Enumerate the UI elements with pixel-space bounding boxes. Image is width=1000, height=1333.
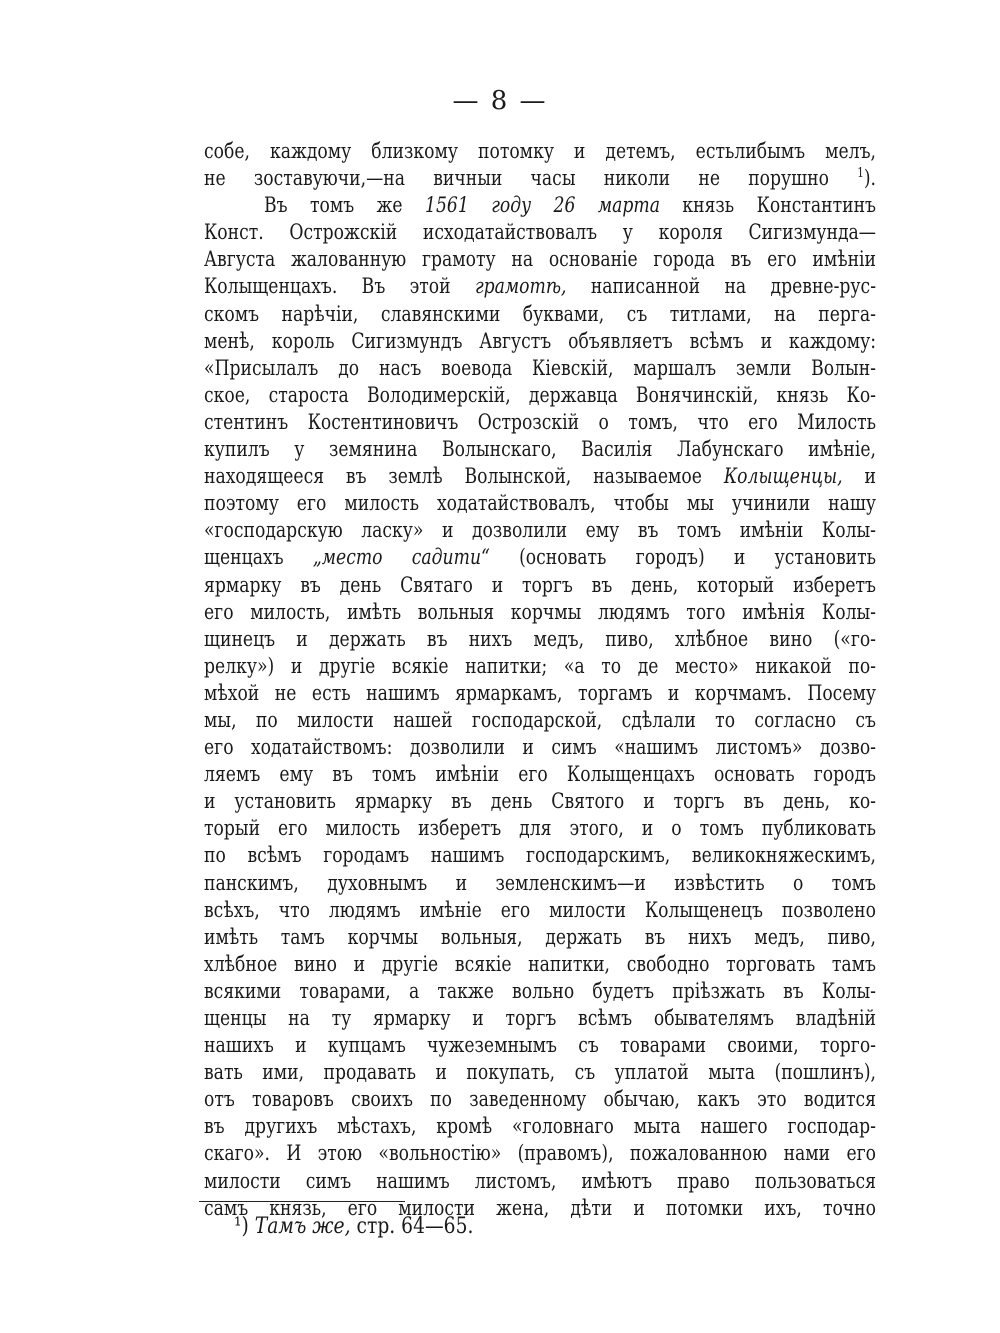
line-text: панскимъ, духовнымъ и земленскимъ—и извѣстить о томъ [204,870,876,896]
line-text: менѣ, король Сигизмундъ Августъ объявляетъ всѣмъ и каждому: [204,328,876,354]
text-line [204,463,876,490]
text-line [204,517,876,544]
line-text: его ходатайствомъ: дозволили и симъ «нашимъ листомъ» дозво- [204,735,876,761]
text-line [204,301,876,328]
text-line [204,192,876,219]
line-text: не зоставуючи,—на вичныи часы николи не порушно [204,166,858,192]
text-line [204,924,876,951]
text-line [204,572,876,599]
line-text: Августа жалованную грамоту на основаніе города въ его имѣніи [204,247,876,273]
line-text: щенцы на ту ярмарку и торгъ всѣмъ обывателямъ владѣній [204,1006,876,1031]
line-text: написанной на древне-рус- [566,274,877,300]
line-text: мы, по милости нашей господарской, сдѣлали то согласно съ [204,707,876,733]
footnote-marker: ¹) [234,1214,249,1239]
text-line [204,246,876,273]
text-line [204,138,876,165]
line-text: всякими товарами, а также вольно будетъ пріѣзжать въ Колы- [204,978,876,1004]
line-text: собе, каждому близкому потомку и детемъ, естьлибымъ мелъ, [204,139,876,164]
text-line [204,382,876,409]
text-line [204,273,876,300]
line-text: нашихъ и купцамъ чужеземнымъ съ товарами своими, торго- [204,1033,876,1059]
line-text: щинецъ и держать въ нихъ медъ, пиво, хлѣбное вино («го- [204,626,876,652]
line-text: въ другихъ мѣстахъ, кромѣ «головнаго мыта нашего господар- [204,1114,876,1140]
line-text: милости симъ нашимъ листомъ, имѣютъ право пользоваться [204,1168,876,1194]
line-text: и [842,464,876,490]
line-text: мѣхой не есть нашимъ ярмаркамъ, торгамъ и корчмамъ. Посему [204,680,876,706]
line-text: торый его милость изберетъ для этого, и о томъ публиковать [204,816,876,842]
line-tail: ). [863,166,876,192]
text-line [204,734,876,761]
line-text: Колыщенцахъ. Въ этой [204,274,475,300]
footnote [234,1212,473,1242]
text-line [204,355,876,382]
line-text: «господарскую ласку» и дозволили ему въ томъ имѣніи Колы- [204,518,876,544]
line-text: релку») и другіе всякіе напитки; «а то де место» никакой по- [204,653,876,679]
text-line [204,978,876,1005]
text-line [204,870,876,897]
emphasized-text: грамотѣ, [474,274,567,300]
text-line [204,409,876,436]
text-line [204,1086,876,1113]
line-text: щенцахъ [204,545,313,571]
line-text: отъ товаровъ своихъ по заведенному обычаю, какъ это водится [204,1087,876,1113]
line-text: ское, староста Володимерскій, державца Вонячинскій, князь Ко- [204,382,876,408]
line-text: Конст. Острожскій исходатайствовалъ у короля Сигизмунда— [204,220,876,246]
text-line [204,951,876,978]
line-text: стентинъ Костентиновичъ Острозскій о томъ, что его Милость [204,409,876,435]
text-line [204,761,876,788]
text-line [204,1032,876,1059]
line-text: скомъ нарѣчіи, славянскими буквами, съ титлами, на перга- [204,301,876,327]
line-text: самъ князь, его милости жена, дѣти и потомки ихъ, точно [204,1195,876,1221]
page-number: — 8 — [452,86,548,116]
footnote-source: Тамъ же, [254,1214,351,1239]
text-line [204,842,876,869]
text-line [204,1005,876,1032]
line-text: скаго». И этою «вольностію» (правомъ), пожалованною нами его [204,1141,876,1167]
footnote-pages: стр. 64—65. [350,1214,474,1239]
emphasized-text: „место садити“ [312,545,490,571]
line-text: поэтому его милость ходатайствовалъ, чтобы мы учинили нашу [204,491,876,517]
line-text: хлѣбное вино и другіе всякіе напитки, свободно торговать тамъ [204,951,876,977]
text-line [204,680,876,707]
line-text: Въ томъ же [264,193,426,219]
text-line [204,897,876,924]
line-text: «Присылалъ до насъ воевода Кіевскій, маршалъ земли Волын- [204,355,876,381]
line-text: всѣхъ, что людямъ имѣніе его милости Колыщенецъ позволено [204,897,876,923]
text-line [204,1168,876,1195]
footnote-reference: 1 [857,165,864,181]
text-line [204,1140,876,1167]
line-text: по всѣмъ городамъ нашимъ господарскимъ, великокняжескимъ, [204,843,876,869]
text-line [204,1113,876,1140]
text-line [204,165,876,192]
text-line [204,815,876,842]
line-text: купилъ у земянина Волынскаго, Василія Лабунскаго имѣніе, [204,437,876,463]
line-text: находящееся въ землѣ Волынской, называемое [204,464,724,490]
line-text: ляемъ ему въ томъ имѣніи его Колыщенцахъ основать городъ [204,762,876,788]
text-line [204,626,876,653]
text-line [204,1059,876,1086]
body-text [204,138,876,1222]
text-line [204,436,876,463]
line-text: вать ими, продавать и покупать, съ уплатой мыта (пошлинъ), [204,1060,876,1086]
emphasized-text: 1561 году 26 марта [425,193,660,219]
text-line [204,653,876,680]
emphasized-text: Колыщенцы, [723,464,843,490]
text-line [204,490,876,517]
line-text: князь Константинъ [659,193,876,219]
text-line [204,219,876,246]
text-line [204,707,876,734]
text-line [204,788,876,815]
text-line [204,544,876,571]
line-text: ярмарку въ день Святаго и торгъ въ день, который изберетъ [204,572,876,598]
line-text: (основать городъ) и установить [489,545,877,571]
line-text: его милость, имѣть вольныя корчмы людямъ того имѣнія Колы- [204,599,876,625]
footnote-divider [199,1201,405,1202]
line-text: имѣть тамъ корчмы вольныя, держать въ нихъ медъ, пиво, [204,924,876,950]
text-line [204,328,876,355]
text-line [204,599,876,626]
line-text: и установить ярмарку въ день Святого и торгъ въ день, ко- [204,789,876,815]
